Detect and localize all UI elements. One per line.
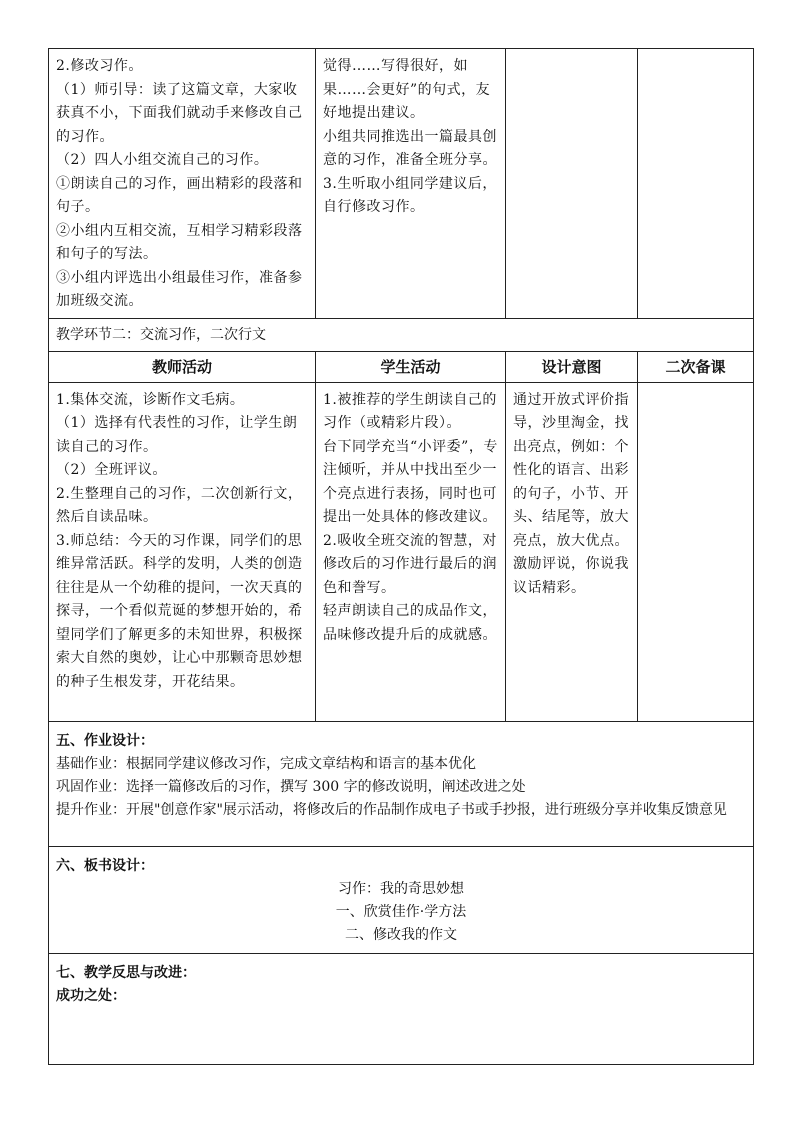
student-activity-cell: [316, 49, 506, 319]
header-teacher-activity: 教师活动: [151, 357, 212, 376]
paragraph: 1.被推荐的学生朗读自己的习作（或精彩片段）。: [323, 391, 497, 431]
header-second-prep: 二次备课: [665, 357, 726, 376]
section-title: 七、教学反思与改进：: [56, 964, 196, 981]
paragraph: （2）全班评议。: [56, 462, 167, 478]
stage-title: 教学环节二：交流习作，二次行文: [56, 326, 266, 343]
paragraph: 小组共同推选出一篇最具创意的习作，准备全班分享。: [323, 128, 497, 168]
lesson-plan-table: [48, 48, 754, 1065]
table-row-reflection: [49, 953, 754, 1064]
teacher-activity-cell: [49, 49, 316, 319]
homework-line: 巩固作业：选择一篇修改后的习作，撰写 300 字的修改说明，阐述改进之处: [56, 778, 526, 795]
section-subtitle: 成功之处：: [56, 987, 126, 1004]
header-design-intent: 设计意图: [541, 357, 602, 376]
paragraph: （1）师引导：读了这篇文章，大家收获真不小，下面我们就动手来修改自己的习作。: [56, 81, 303, 145]
board-design-section: [49, 846, 754, 953]
design-intent-cell: [506, 49, 638, 319]
table-row-board: [49, 846, 754, 953]
table-row-exchange: [49, 382, 754, 721]
paragraph: 通过开放式评价指导，沙里淘金，找出亮点，例如：个性化的语言、出彩的句子，小节、开头、结尾等，放大亮点，放大优点。激励评说，你说我议话精彩。: [513, 391, 629, 596]
board-line: 二、修改我的作文: [345, 926, 457, 943]
lesson-plan-page: [48, 48, 753, 1065]
homework-section: [49, 721, 754, 846]
paragraph: 2.修改习作。: [56, 58, 143, 74]
paragraph: （1）选择有代表性的习作，让学生朗读自己的习作。: [56, 415, 298, 455]
stage-title-cell: [49, 318, 754, 351]
teacher-activity-cell: [49, 382, 316, 721]
table-row-homework: [49, 721, 754, 846]
table-row-modify: [49, 49, 754, 319]
second-prep-cell: [638, 382, 754, 721]
paragraph: （2）四人小组交流自己的习作。: [56, 152, 269, 168]
paragraph: ②小组内互相交流，互相学习精彩段落和句子的写法。: [56, 222, 303, 262]
paragraph: 2.吸收全班交流的智慧，对修改后的习作进行最后的润色和誊写。: [323, 532, 497, 596]
board-line: 一、欣赏佳作·学方法: [335, 903, 467, 920]
paragraph: 觉得……写得很好，如果……会更好”的句式，友好地提出建议。: [323, 58, 491, 121]
homework-line: 基础作业：根据同学建议修改习作，完成文章结构和语言的基本优化: [56, 755, 476, 772]
reflection-section: [49, 953, 754, 1064]
paragraph: 2.生整理自己的习作，二次创新行文，然后自读品味。: [56, 485, 303, 525]
homework-line: 提升作业：开展"创意作家"展示活动，将修改后的作品制作成电子书或手抄报，进行班级分享并收集反馈意见: [56, 801, 727, 818]
paragraph: 轻声朗读自己的成品作文，品味修改提升后的成就感。: [323, 603, 497, 643]
header-student-activity: 学生活动: [380, 357, 441, 376]
design-intent-cell: [506, 382, 638, 721]
second-prep-cell: [638, 49, 754, 319]
paragraph: 台下同学充当“小评委”，专注倾听，并从中找出至少一个亮点进行表扬，同时也可提出一处具体的修改建议。: [323, 438, 498, 525]
paragraph: ①朗读自己的习作，画出精彩的段落和句子。: [56, 175, 303, 215]
board-line: 习作：我的奇思妙想: [338, 880, 464, 897]
paragraph: 1.集体交流，诊断作文毛病。: [56, 391, 245, 408]
paragraph: 3.生听取小组同学建议后，自行修改习作。: [323, 175, 497, 215]
student-activity-cell: [316, 382, 506, 721]
section-title: 五、作业设计：: [56, 732, 154, 749]
section-title: 六、板书设计：: [56, 857, 154, 874]
table-header-row: [49, 351, 754, 382]
paragraph: 3.师总结：今天的习作课，同学们的思维异常活跃。科学的发明，人类的创造往往是从一个幼稚的提问，一次天真的探寻，一个看似荒诞的梦想开始的，希望同学们了解更多的未知世界，积极探索大自然的奥妙，让心中那颗奇思妙想的种子生根发芽，开花结果。: [56, 532, 303, 690]
table-row-stage-title: [49, 318, 754, 351]
paragraph: ③小组内评选出小组最佳习作，准备参加班级交流。: [56, 269, 303, 309]
